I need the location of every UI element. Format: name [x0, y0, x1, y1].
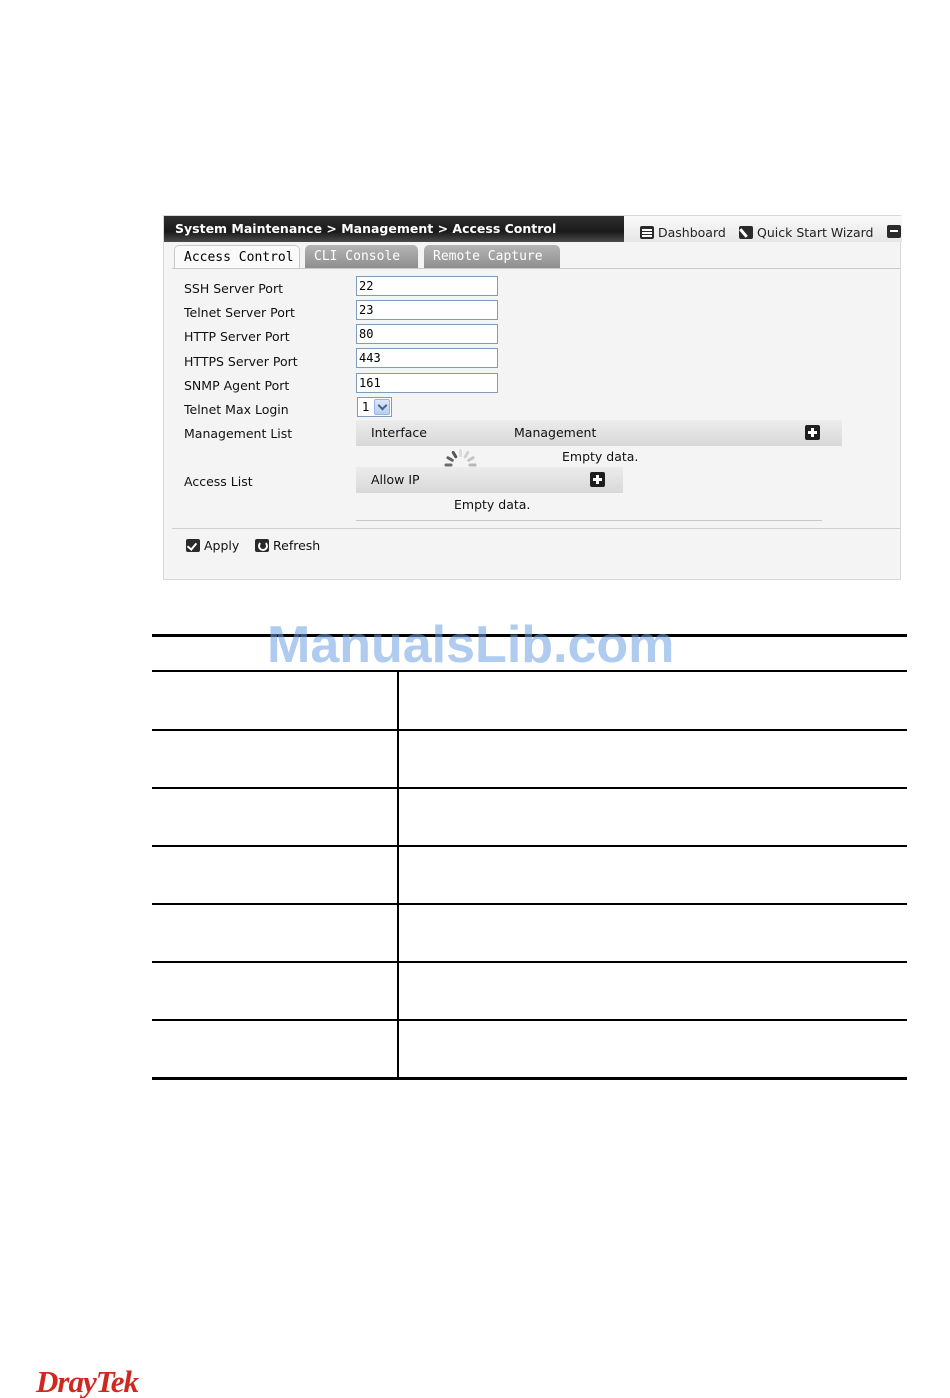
table-row-rule — [152, 729, 907, 731]
dashboard-link[interactable] — [640, 225, 726, 240]
access-control-panel — [163, 215, 901, 580]
dashboard-label: Dashboard — [658, 225, 726, 240]
table-row-rule — [152, 1019, 907, 1021]
quick-start-wizard-link[interactable] — [739, 225, 873, 240]
management-list-label: Management List — [184, 426, 293, 441]
telnet-port-label: Telnet Server Port — [184, 305, 295, 320]
wizard-icon — [739, 226, 753, 239]
refresh-label: Refresh — [273, 538, 321, 553]
ssh-port-input[interactable] — [356, 276, 498, 296]
apply-label: Apply — [204, 538, 240, 553]
refresh-icon — [255, 539, 269, 552]
table-row-rule — [152, 961, 907, 963]
tab-cli-console[interactable]: CLI Console — [305, 245, 418, 268]
interface-column-header: Interface — [371, 425, 427, 440]
check-icon — [186, 539, 200, 552]
telnet-port-input[interactable] — [356, 300, 498, 320]
https-port-label: HTTPS Server Port — [184, 354, 298, 369]
table-bottom-rule — [152, 1077, 907, 1080]
access-list-header — [356, 467, 623, 493]
management-column-header: Management — [514, 425, 597, 440]
https-port-input[interactable] — [356, 348, 498, 368]
telnet-max-login-value: 1 — [362, 400, 370, 414]
snmp-port-label: SNMP Agent Port — [184, 378, 290, 393]
http-port-label: HTTP Server Port — [184, 329, 290, 344]
watermark: ManualsLib.com — [267, 616, 675, 674]
logout-icon — [887, 225, 901, 238]
access-list-empty: Empty data. — [454, 497, 531, 512]
table-row-rule — [152, 845, 907, 847]
logout-link[interactable] — [887, 225, 905, 238]
apply-button[interactable] — [186, 538, 239, 553]
list-divider — [356, 520, 822, 521]
tab-access-control[interactable]: Access Control — [174, 245, 300, 268]
table-column-rule — [397, 671, 399, 1080]
management-list-empty: Empty data. — [562, 449, 639, 464]
title-bar — [164, 216, 902, 242]
quick-start-label: Quick Start Wizard — [757, 225, 874, 240]
ssh-port-label: SSH Server Port — [184, 281, 283, 296]
draytek-logo: DrayTek — [36, 1364, 139, 1398]
allow-ip-column-header: Allow IP — [371, 472, 420, 487]
management-list-header — [356, 420, 842, 446]
chevron-down-icon[interactable] — [374, 399, 390, 415]
telnet-max-login-select[interactable] — [357, 397, 392, 417]
access-list-label: Access List — [184, 474, 253, 489]
telnet-max-login-label: Telnet Max Login — [184, 402, 289, 417]
tab-divider — [172, 268, 900, 269]
add-management-button[interactable] — [805, 425, 820, 440]
table-row-rule — [152, 787, 907, 789]
refresh-button[interactable] — [255, 538, 320, 553]
http-port-input[interactable] — [356, 324, 498, 344]
table-row-rule — [152, 903, 907, 905]
add-allow-ip-button[interactable] — [590, 472, 605, 487]
description-table — [152, 634, 907, 1080]
dashboard-icon — [640, 226, 654, 239]
footer-divider — [172, 528, 900, 529]
snmp-port-input[interactable] — [356, 373, 498, 393]
breadcrumb: System Maintenance > Management > Access Control — [175, 221, 557, 236]
tab-remote-capture[interactable]: Remote Capture — [424, 245, 560, 268]
